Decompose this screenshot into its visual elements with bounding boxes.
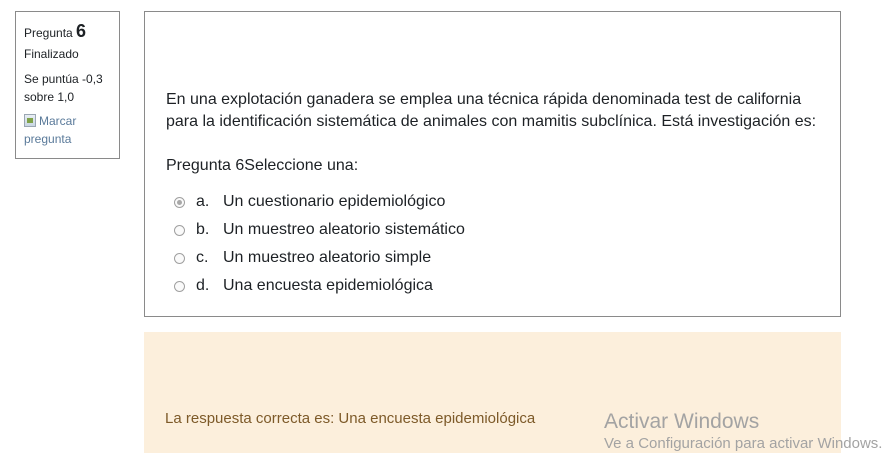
answer-letter: d.: [196, 277, 210, 294]
answer-prompt: Pregunta 6Seleccione una:: [166, 157, 359, 174]
answer-text: Una encuesta epidemiológica: [223, 277, 433, 294]
question-label: Pregunta: [24, 26, 73, 40]
answer-option-d[interactable]: [174, 272, 465, 300]
flag-label-1: Marcar: [39, 114, 77, 128]
answer-letter: c.: [196, 249, 209, 266]
correct-answer-feedback: La respuesta correcta es: Una encuesta epidemiológica: [165, 410, 536, 427]
answer-option-a[interactable]: [174, 188, 465, 216]
question-number: 6: [76, 21, 87, 41]
windows-activation-watermark: [604, 409, 882, 454]
flag-label-2: pregunta: [24, 132, 72, 146]
answer-text: Un muestreo aleatorio sistemático: [223, 221, 465, 238]
radio-d[interactable]: [174, 281, 185, 292]
answer-letter: a.: [196, 193, 210, 210]
watermark-title: Activar Windows: [604, 410, 760, 433]
question-number-row: [24, 22, 111, 42]
grade-line-1: Se puntúa -0,3: [24, 72, 103, 86]
answer-letter: b.: [196, 221, 210, 238]
answer-text: Un muestreo aleatorio simple: [223, 249, 432, 266]
flag-icon: [24, 114, 36, 127]
answer-option-c[interactable]: [174, 244, 465, 272]
flag-question-link[interactable]: [24, 112, 111, 148]
question-grade: [24, 70, 111, 106]
question-content: [144, 11, 841, 317]
question-state: Finalizado: [24, 47, 79, 61]
watermark-subtitle: Ve a Configuración para activar Windows.: [604, 435, 882, 452]
radio-b[interactable]: [174, 225, 185, 236]
answer-option-b[interactable]: [174, 216, 465, 244]
answer-text: Un cuestionario epidemiológico: [223, 193, 446, 210]
question-text: En una explotación ganadera se emplea una técnica rápida denominada test de california para la identificación sistemática de animales con mamitis subclínica. Está investigación es:: [166, 91, 817, 130]
grade-line-2: sobre 1,0: [24, 90, 75, 104]
answer-list: [174, 188, 465, 300]
radio-a[interactable]: [174, 197, 185, 208]
question-info-panel: [15, 11, 120, 159]
radio-c[interactable]: [174, 253, 185, 264]
